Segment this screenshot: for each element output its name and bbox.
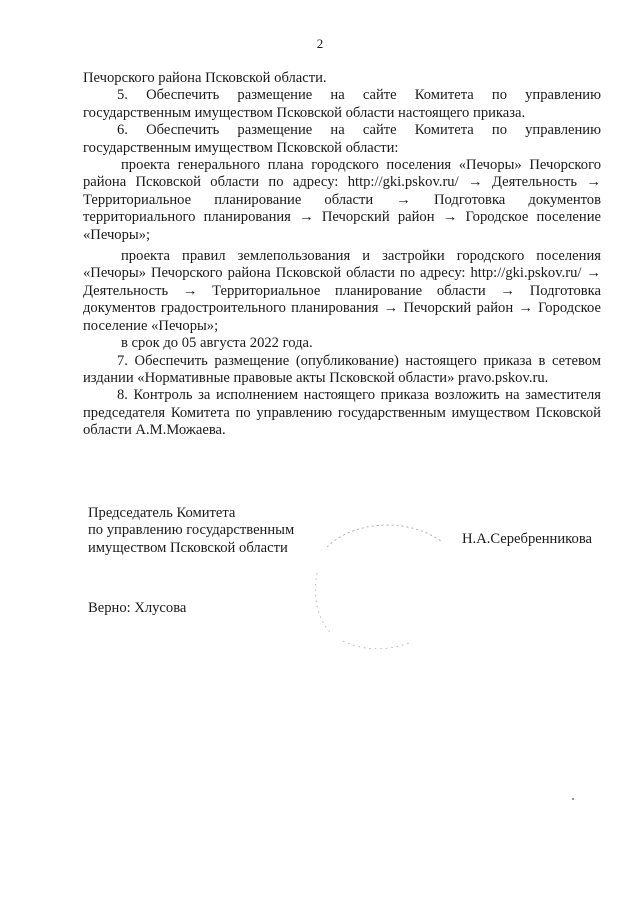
paragraph-item-5: 5. Обеспечить размещение на сайте Комитета по управлению государственным имуществом Псковской области настоящего приказа. — [83, 87, 601, 121]
page-number: 2 — [316, 36, 324, 51]
signature-title-line: Председатель Комитета — [88, 505, 236, 521]
paragraph-continuation: Печорского района Псковской области. — [83, 70, 327, 86]
paragraph-item-6: 6. Обеспечить размещение на сайте Комитета по управлению государственным имуществом Псковской области: — [83, 122, 601, 156]
paragraph-deadline: в срок до 05 августа 2022 года. — [121, 335, 313, 352]
paragraph-item-8: 8. Контроль за исполнением настоящего приказа возложить на заместителя председателя Комитета по управлению государственным имуществом Псковской области А.М.Можаева. — [83, 387, 601, 439]
paragraph-general-plan: проекта генерального плана городского поселения «Печоры» Печорского района Псковской области по адресу: http://gki.pskov.ru/ → Деятельность → Территориальное планирование области → Подготовка документов территориального планирования → Печорский район → Городское поселение «Печоры»; — [83, 157, 601, 243]
document-body — [83, 70, 601, 440]
scan-speck — [572, 798, 574, 800]
signature-title-line: имуществом Псковской области — [88, 539, 288, 556]
signature-title-line: по управлению государственным — [88, 522, 295, 539]
verified-by: Верно: Хлусова — [88, 600, 187, 616]
paragraph-item-7: 7. Обеспечить размещение (опубликование) настоящего приказа в сетевом издании «Нормативные правовые акты Псковской области» pravo.pskov.ru. — [83, 352, 601, 386]
signature-title — [88, 505, 328, 557]
paragraph-land-use-rules: проекта правил землепользования и застройки городского поселения «Печоры» Печорского района Псковской области по адресу: http://gki.pskov.ru/ → Деятельность → Территориальное планирование области → Подготовка документов градостроительного планирования → Печорский район → Городское поселение «Печоры»; — [83, 248, 601, 334]
signer-name: Н.А.Серебренникова — [462, 531, 592, 547]
stamp-outline — [305, 515, 455, 665]
